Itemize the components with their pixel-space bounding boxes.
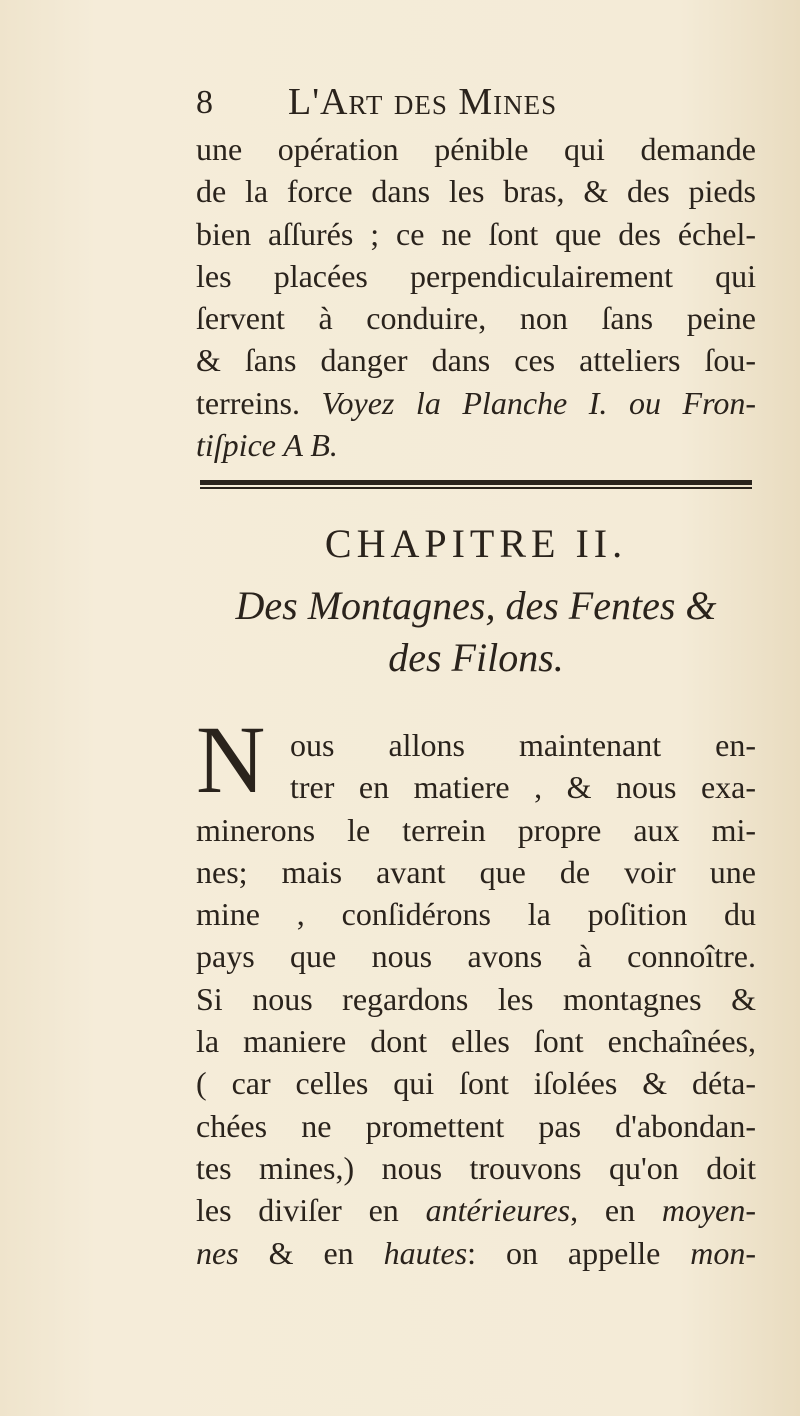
italic-term: antérieures	[425, 1192, 571, 1229]
text-line: de la force dans les bras, & des pieds	[196, 173, 756, 210]
divider-thin-line	[200, 487, 752, 489]
italic-term: moyen-	[661, 1192, 757, 1229]
text-line: trer en matiere , & nous exa-	[290, 769, 756, 806]
italic-term: nes	[196, 1234, 239, 1271]
paragraph-continuation	[196, 128, 756, 466]
drop-cap: N	[196, 706, 266, 813]
text-line: mine , conſidérons la poſition du	[196, 896, 756, 933]
plate-reference: Voyez la Planche I. ou Fron-	[321, 384, 757, 421]
text-segment: , en	[570, 1192, 636, 1229]
text-segment: & en	[268, 1234, 354, 1271]
chapter-divider-rule	[200, 480, 752, 490]
text-line: tes mines,) nous trouvons qu'on doit	[196, 1149, 756, 1186]
text-line: tiſpice A B.	[196, 427, 338, 464]
page-number: 8	[196, 84, 213, 121]
text-line	[196, 1232, 756, 1274]
subtitle-line: des Filons.	[388, 635, 564, 680]
chapter-heading: CHAPITRE II.	[324, 521, 628, 566]
text-line: les placées perpendiculairement qui	[196, 257, 756, 294]
italic-term: mon-	[690, 1234, 757, 1271]
text-line: pays que nous avons à connoître.	[196, 938, 756, 975]
text-line: la maniere dont elles ſont enchaînées,	[196, 1023, 756, 1060]
text-segment: terreins.	[196, 384, 300, 421]
text-line: ous allons maintenant en-	[290, 727, 756, 763]
text-line: bien aſſurés ; ce ne ſont que des échel-	[196, 215, 756, 252]
chapter-subtitle	[196, 580, 756, 684]
text-line: chées ne promettent pas d'abondan-	[196, 1107, 756, 1144]
text-segment: : on appelle	[467, 1234, 661, 1271]
text-line: Si nous regardons les montagnes &	[196, 980, 756, 1017]
text-segment: les diviſer en	[196, 1192, 399, 1229]
text-line	[196, 1189, 756, 1231]
subtitle-line: Des Montagnes, des Fentes &	[235, 583, 717, 628]
italic-term: hautes	[383, 1234, 468, 1271]
text-line: & ſans danger dans ces atteliers ſou-	[196, 342, 756, 379]
divider-thick-line	[200, 480, 752, 485]
page-header	[196, 80, 756, 130]
chapter-paragraph	[196, 724, 756, 1274]
text-line: ( car celles qui ſont iſolées & déta-	[196, 1065, 756, 1102]
text-line: ſervent à conduire, non ſans peine	[196, 300, 756, 337]
text-line	[196, 382, 756, 424]
text-line: minerons le terrein propre aux mi-	[196, 811, 756, 848]
text-line: une opération pénible qui demande	[196, 131, 756, 167]
running-title: L'Art des Mines	[288, 81, 558, 123]
text-line: nes; mais avant que de voir une	[196, 853, 756, 890]
